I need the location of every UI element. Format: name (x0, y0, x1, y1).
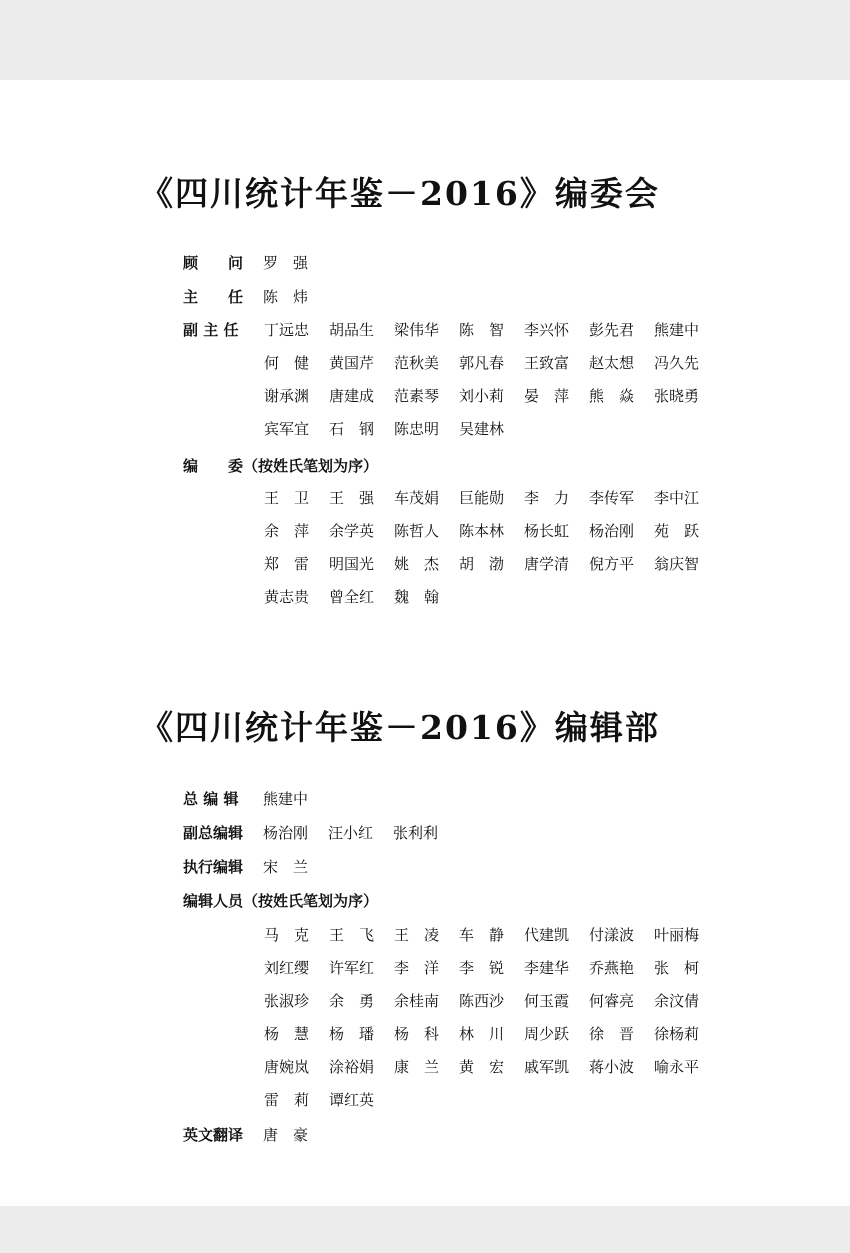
person-name: 车茂娟 (394, 489, 440, 507)
person-name: 倪方平 (589, 555, 635, 573)
person-name: 喻永平 (654, 1058, 700, 1076)
person-name: 张 柯 (654, 959, 700, 977)
person-name: 陈哲人 (394, 522, 440, 540)
person-name: 唐建成 (329, 387, 375, 405)
person-name: 李传军 (589, 489, 635, 507)
person-name: 谢承渊 (264, 387, 310, 405)
person-name: 杨 璠 (329, 1025, 375, 1043)
person-name: 魏 翰 (394, 588, 440, 606)
person-name: 冯久先 (654, 354, 700, 372)
director-name: 陈 炜 (263, 287, 309, 306)
name-row (264, 918, 719, 951)
person-name: 余学英 (329, 522, 375, 540)
person-name: 付漾波 (589, 926, 635, 944)
person-name: 熊建中 (654, 321, 700, 339)
person-name: 黄国芹 (329, 354, 375, 372)
members-label: 编 委（按姓氏笔划为序） (183, 456, 379, 475)
deputy-chief-name: 汪小红 (328, 823, 374, 842)
staff-label-row (183, 888, 378, 912)
person-name: 余桂南 (394, 992, 440, 1010)
person-name: 谭红英 (329, 1091, 375, 1109)
deputy-chief-label: 副总编辑 (183, 823, 244, 842)
advisor-name: 罗 强 (263, 253, 309, 272)
person-name: 胡 渤 (459, 555, 505, 573)
person-name: 蒋小波 (589, 1058, 635, 1076)
person-name: 郑 雷 (264, 555, 310, 573)
person-name: 陈西沙 (459, 992, 505, 1010)
name-row (264, 514, 719, 547)
person-name: 丁远忠 (264, 321, 310, 339)
name-row (264, 1083, 719, 1116)
person-name: 徐 晋 (589, 1025, 635, 1043)
chief-editor-name: 熊建中 (263, 789, 309, 808)
vice-directors-label: 副 主 任 (183, 320, 239, 339)
person-name: 杨治刚 (589, 522, 635, 540)
person-name: 刘小莉 (459, 387, 505, 405)
person-name: 明国光 (329, 555, 375, 573)
person-name: 徐杨莉 (654, 1025, 700, 1043)
person-name: 翁庆智 (654, 555, 700, 573)
person-name: 李 洋 (394, 959, 440, 977)
executive-editor-name: 宋 兰 (263, 857, 309, 876)
person-name: 杨 科 (394, 1025, 440, 1043)
person-name: 唐婉岚 (264, 1058, 310, 1076)
person-name: 李兴怀 (524, 321, 570, 339)
person-name: 范秋美 (394, 354, 440, 372)
person-name: 范素琴 (394, 387, 440, 405)
person-name: 王致富 (524, 354, 570, 372)
person-name: 马 克 (264, 926, 310, 944)
person-name: 苑 跃 (654, 522, 700, 540)
person-name: 戚军凯 (524, 1058, 570, 1076)
person-name: 陈忠明 (394, 420, 440, 438)
person-name: 巨能勋 (459, 489, 505, 507)
person-name: 陈 智 (459, 321, 505, 339)
director-label: 主 任 (183, 287, 244, 306)
person-name: 李 力 (524, 489, 570, 507)
name-row (264, 481, 719, 514)
person-name: 李建华 (524, 959, 570, 977)
person-name: 梁伟华 (394, 321, 440, 339)
person-name: 雷 莉 (264, 1091, 310, 1109)
person-name: 黄 宏 (459, 1058, 505, 1076)
staff-label: 编辑人员（按姓氏笔划为序） (183, 891, 379, 910)
person-name: 何 健 (264, 354, 310, 372)
name-row (264, 412, 719, 445)
person-name: 唐学清 (524, 555, 570, 573)
person-name: 晏 萍 (524, 387, 570, 405)
advisor-label: 顾 问 (183, 253, 244, 272)
name-row (264, 313, 719, 346)
person-name: 王 凌 (394, 926, 440, 944)
person-name: 吴建林 (459, 420, 505, 438)
person-name: 王 飞 (329, 926, 375, 944)
members-list (264, 481, 719, 613)
person-name: 李 锐 (459, 959, 505, 977)
person-name: 黄志贵 (264, 588, 310, 606)
person-name: 彭先君 (589, 321, 635, 339)
document-page (0, 80, 850, 1206)
person-name: 何玉霞 (524, 992, 570, 1010)
editorial-title: 《四川统计年鉴－2016》编辑部 (140, 708, 660, 747)
name-row (264, 984, 719, 1017)
person-name: 叶丽梅 (654, 926, 700, 944)
person-name: 余 萍 (264, 522, 310, 540)
person-name: 胡品生 (329, 321, 375, 339)
vice-directors-label-row (183, 317, 263, 341)
person-name: 宾军宜 (264, 420, 310, 438)
translator-row (183, 1122, 328, 1146)
executive-editor-label: 执行编辑 (183, 857, 244, 876)
person-name: 熊 焱 (589, 387, 635, 405)
name-row (264, 346, 719, 379)
person-name: 何睿亮 (589, 992, 635, 1010)
person-name: 周少跃 (524, 1025, 570, 1043)
vice-directors-list (264, 313, 719, 445)
staff-list (264, 918, 719, 1116)
deputy-chief-row (183, 820, 458, 844)
person-name: 车 静 (459, 926, 505, 944)
chief-editor-label: 总 编 辑 (183, 789, 239, 808)
person-name: 石 钢 (329, 420, 375, 438)
person-name: 曾全红 (329, 588, 375, 606)
person-name: 王 卫 (264, 489, 310, 507)
deputy-chief-name: 张利利 (393, 823, 439, 842)
name-row (264, 580, 719, 613)
person-name: 杨长虹 (524, 522, 570, 540)
name-row (264, 547, 719, 580)
name-row (264, 1050, 719, 1083)
person-name: 姚 杰 (394, 555, 440, 573)
person-name: 涂裕娟 (329, 1058, 375, 1076)
person-name: 陈本林 (459, 522, 505, 540)
person-name: 刘红缨 (264, 959, 310, 977)
person-name: 赵太想 (589, 354, 635, 372)
director-row (183, 284, 328, 308)
deputy-chief-name: 杨治刚 (263, 823, 309, 842)
person-name: 杨 慧 (264, 1025, 310, 1043)
committee-title: 《四川统计年鉴－2016》编委会 (140, 174, 660, 213)
person-name: 李中江 (654, 489, 700, 507)
person-name: 郭凡春 (459, 354, 505, 372)
chief-editor-row (183, 786, 328, 810)
person-name: 余 勇 (329, 992, 375, 1010)
person-name: 张晓勇 (654, 387, 700, 405)
person-name: 王 强 (329, 489, 375, 507)
translator-name: 唐 豪 (263, 1125, 309, 1144)
translator-label: 英文翻译 (183, 1125, 244, 1144)
person-name: 乔燕艳 (589, 959, 635, 977)
person-name: 康 兰 (394, 1058, 440, 1076)
name-row (264, 379, 719, 412)
advisor-row (183, 250, 328, 274)
person-name: 许军红 (329, 959, 375, 977)
executive-editor-row (183, 854, 328, 878)
members-label-row (183, 453, 378, 477)
name-row (264, 951, 719, 984)
person-name: 张淑珍 (264, 992, 310, 1010)
name-row (264, 1017, 719, 1050)
person-name: 代建凯 (524, 926, 570, 944)
person-name: 余汶倩 (654, 992, 700, 1010)
person-name: 林 川 (459, 1025, 505, 1043)
